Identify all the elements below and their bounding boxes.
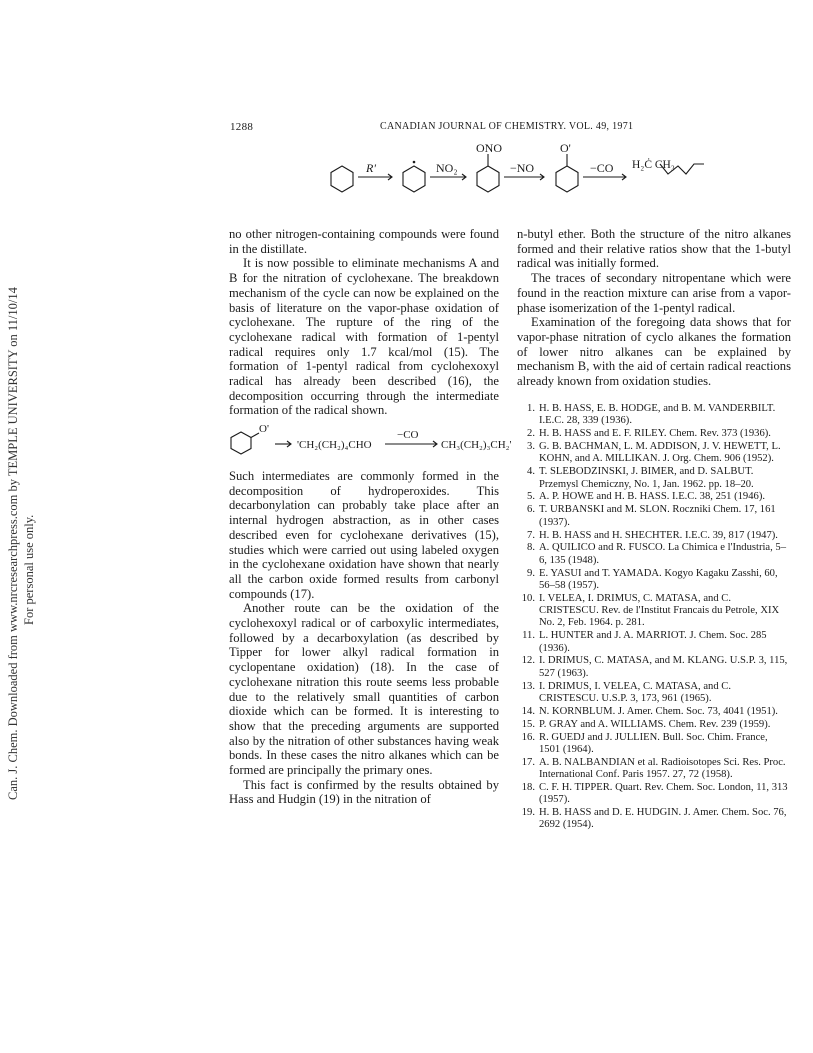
reference-text: L. HUNTER and J. A. MARRIOT. J. Chem. Soc. 285 (1936). [539,630,767,654]
reference-number: 7. [527,529,535,541]
reference-text: A. P. HOWE and H. B. HASS. I.E.C. 38, 251 (1946). [539,491,765,503]
reference-number: 13. [521,680,535,692]
left-column-lower [229,469,499,807]
reference-item [517,593,791,630]
reference-text: G. B. BACHMAN, L. M. ADDISON, J. V. HEWETT, L. KOHN, and A. MILLIKAN. J. Org. Chem. 906 (1952). [539,441,781,465]
reference-number: 18. [521,782,535,793]
reference-item [517,428,791,440]
reference-text: A. B. NALBANDIAN et al. Radioisotopes Sci. Res. Proc. International Conf. Paris 1957. 27, 72 (1958). [539,756,786,781]
reference-number: 9. [527,567,535,579]
right-paragraph-3: Examination of the foregoing data shows that for vapor-phase nitration of cyclo alkanes the formation of lower nitro alkanes can be explained by mechanism B, with the aid of certain radical reactions already known from oxidation studies. [517,315,791,389]
reference-number: 3. [527,441,535,453]
reference-item [517,655,791,680]
reference-item [517,491,791,503]
reference-text: C. F. H. TIPPER. Quart. Rev. Chem. Soc. London, 11, 313 (1957). [539,782,788,806]
cyclohexoxyl-ring-4 [556,166,578,192]
reference-item [517,530,791,542]
reference-number: 6. [527,504,535,516]
reference-number: 15. [521,718,535,730]
right-paragraph-1: n-butyl ether. Both the structure of the nitro alkanes formed and their relative ratios show that the 1-butyl radical was initially formed. [517,227,791,271]
scheme-step-2: NO₂ [436,161,458,175]
reaction-intermediate: 'CH₂(CH₂)₄CHO [297,439,372,451]
reference-item [517,719,791,731]
reference-item [517,568,791,593]
reference-number: 10. [521,592,535,604]
reference-item [517,441,791,466]
reference-text: T. SLEBODZINSKI, J. BIMER, and D. SALBUT. Przemysl Chemiczny, No. 1, Jan. 1962. pp. 18–20. [539,466,754,490]
reference-list [517,403,791,832]
reference-number: 2. [527,428,535,440]
reference-number: 11. [522,630,535,642]
reference-item [517,403,791,428]
cyclohexoxyl-ring [231,432,251,454]
reference-text: H. B. HASS and E. F. RILEY. Chem. Rev. 373 (1936). [539,428,771,440]
left-column-upper [229,227,499,418]
reference-item [517,807,791,832]
reference-text: P. GRAY and A. WILLIAMS. Chem. Rev. 239 (1959). [539,718,771,730]
reference-text: H. B. HASS, E. B. HODGE, and B. M. VANDERBILT. I.E.C. 28, 339 (1936). [539,403,776,427]
reference-item [517,782,791,807]
scheme-step-1: R' [366,161,376,175]
reference-number: 5. [527,491,535,503]
reference-item [517,630,791,655]
reference-text: A. QUILICO and R. FUSCO. La Chimica e l'Industria, 5–6, 135 (1948). [539,542,787,566]
scheme-step-4: −CO [590,161,614,175]
left-paragraph-2: It is now possible to eliminate mechanisms A and B for the nitration of cyclohexane. The breakdown mechanism of the cycle can now be explained on the basis of literature on the vapor-phase oxidation of cyclohexane. The rupture of the ring of the cyclohexane radical with formation of 1-pentyl radical requires only 1.7 kcal/mol (15). The formation of 1-pentyl radical from cyclohexoxyl radical has already been described (16), the decomposition occurring through the intermediate formation of the radical shown. [229,256,499,418]
cyclohexyl-ring-2 [403,166,425,192]
journal-title: CANADIAN JOURNAL OF CHEMISTRY. VOL. 49, 1971 [380,121,634,132]
watermark-line-1: Can. J. Chem. Downloaded from www.nrcresearchpress.com by TEMPLE UNIVERSITY on 11/10/14 [6,287,20,800]
decarbonylation-reaction [229,420,519,460]
reference-number: 4. [527,466,535,478]
reaction-minus-co: −CO [397,429,419,441]
scheme-o-label: O' [560,141,571,155]
download-watermark [4,245,38,805]
reference-item [517,504,791,529]
reference-text: N. KORNBLUM. J. Amer. Chem. Soc. 73, 4041 (1951). [539,705,778,717]
scheme-product: H₂Ċ CH₃ [632,159,675,171]
reference-item [517,706,791,718]
reference-text: T. URBANSKI and M. SLON. Roczniki Chem. 17, 161 (1937). [539,504,776,528]
reference-number: 16. [521,731,535,743]
reaction-o-label: O' [259,423,269,435]
reference-text: H. B. HASS and H. SHECHTER. I.E.C. 39, 817 (1947). [539,529,778,541]
reference-item [517,732,791,757]
watermark-svg [4,245,38,805]
nitrite-ring-3 [477,166,499,192]
scheme-ono-label: ONO [476,141,502,155]
scheme-svg [320,140,720,202]
reference-number: 8. [527,542,535,554]
reference-text: R. GUEDJ and J. JULLIEN. Bull. Soc. Chim. France, 1501 (1964). [539,731,768,755]
reaction-product: CH₃(CH₂)₃CH₂' [441,439,512,451]
reference-text: E. YASUI and T. YAMADA. Kogyo Kagaku Zasshi, 60, 56–58 (1957). [539,567,778,591]
reference-text: I. DRIMUS, I. VELEA, C. MATASA, and C. CRISTESCU. U.S.P. 3, 173, 961 (1965). [539,680,732,704]
reference-text: H. B. HASS and D. E. HUDGIN. J. Amer. Chem. Soc. 76, 2692 (1954). [539,807,787,831]
left-paragraph-3: Such intermediates are commonly formed in the decomposition of hydroperoxides. This decarbonylation can probably take place after an internal hydrogen abstraction, as in other cases described even for cyclohexane derivatives (15), studies which were carried out using labeled oxygen in the cyclohexane oxidation have shown that nearly all the carbon oxide formed results from carbonyl compounds (17). [229,469,499,601]
watermark-line-2: For personal use only. [22,514,36,625]
reference-item [517,757,791,782]
reference-text: I. DRIMUS, C. MATASA, and M. KLANG. U.S.P. 3, 115, 527 (1963). [539,655,788,679]
page-number: 1288 [230,121,254,133]
reference-item [517,542,791,567]
cyclohexane-ring-1 [331,166,353,192]
left-paragraph-5: This fact is confirmed by the results obtained by Hass and Hudgin (19) in the nitration of [229,777,499,807]
right-paragraph-2: The traces of secondary nitropentane which were found in the reaction mixture can arise from a vapor-phase isomerization of the 1-pentyl radical. [517,271,791,315]
left-paragraph-4: Another route can be the oxidation of the cyclohexoxyl radical or of carboxylic intermediates, followed by a decarboxylation (as described by Tipper for lower alkyl radical formation in cyclopentane oxidation) (18). In the case of cyclohexane nitration this route seems less probable due to the relatively small quantities of carbon dioxide which can be formed. It is interesting to show that the preceding arguments are supported also by the nitration of other substances having weak bonds. In these cases the nitro alkanes which can be formed are principally the primary ones. [229,601,499,778]
reaction-scheme [320,140,720,202]
reference-number: 1. [527,403,535,414]
reference-item [517,681,791,706]
reference-text: I. VELEA, I. DRIMUS, C. MATASA, and C. CRISTESCU. Rev. de l'Institut Francais du Petrole, XIX No. 2, Feb. 1964. p. 281. [539,592,780,629]
radical-dot [413,161,416,164]
reference-number: 12. [521,655,535,667]
reference-number: 17. [521,756,535,768]
right-column [517,227,791,389]
reference-number: 19. [521,807,535,819]
reaction-svg [229,420,519,460]
left-paragraph-1: no other nitrogen-containing compounds were found in the distillate. [229,227,499,256]
scheme-step-3: −NO [510,161,535,175]
reference-number: 14. [521,705,535,717]
reference-item [517,466,791,491]
